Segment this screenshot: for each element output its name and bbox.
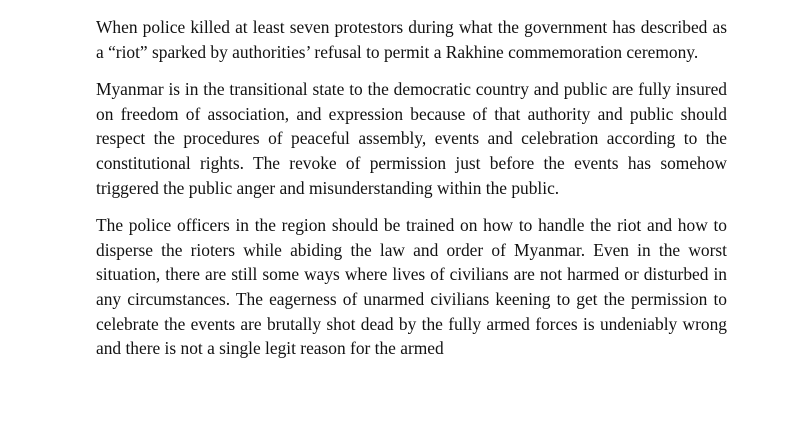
paragraph-1: When police killed at least seven protestors during what the government has described as a “riot” sparked by authorities’ refusal to permit a Rakhine commemoration ceremony.: [96, 17, 727, 62]
document-body: [96, 15, 727, 374]
paragraph-2: Myanmar is in the transitional state to the democratic country and public are fully insured on freedom of association, and expression because of that authority and public should respect the procedures of peaceful assembly, events and celebration according to the constitutional rights. The revoke of permission just before the events has somehow triggered the public anger and misunderstanding within the public.: [96, 79, 727, 198]
paragraph-3: The police officers in the region should be trained on how to handle the riot and how to disperse the rioters while abiding the law and order of Myanmar. Even in the worst situation, there are still some ways where lives of civilians are not harmed or disturbed in any circumstances. The eagerness of unarmed civilians keening to get the permission to celebrate the events are brutally shot dead by the fully armed forces is undeniably wrong and there is not a single legit reason for the armed: [96, 215, 727, 359]
